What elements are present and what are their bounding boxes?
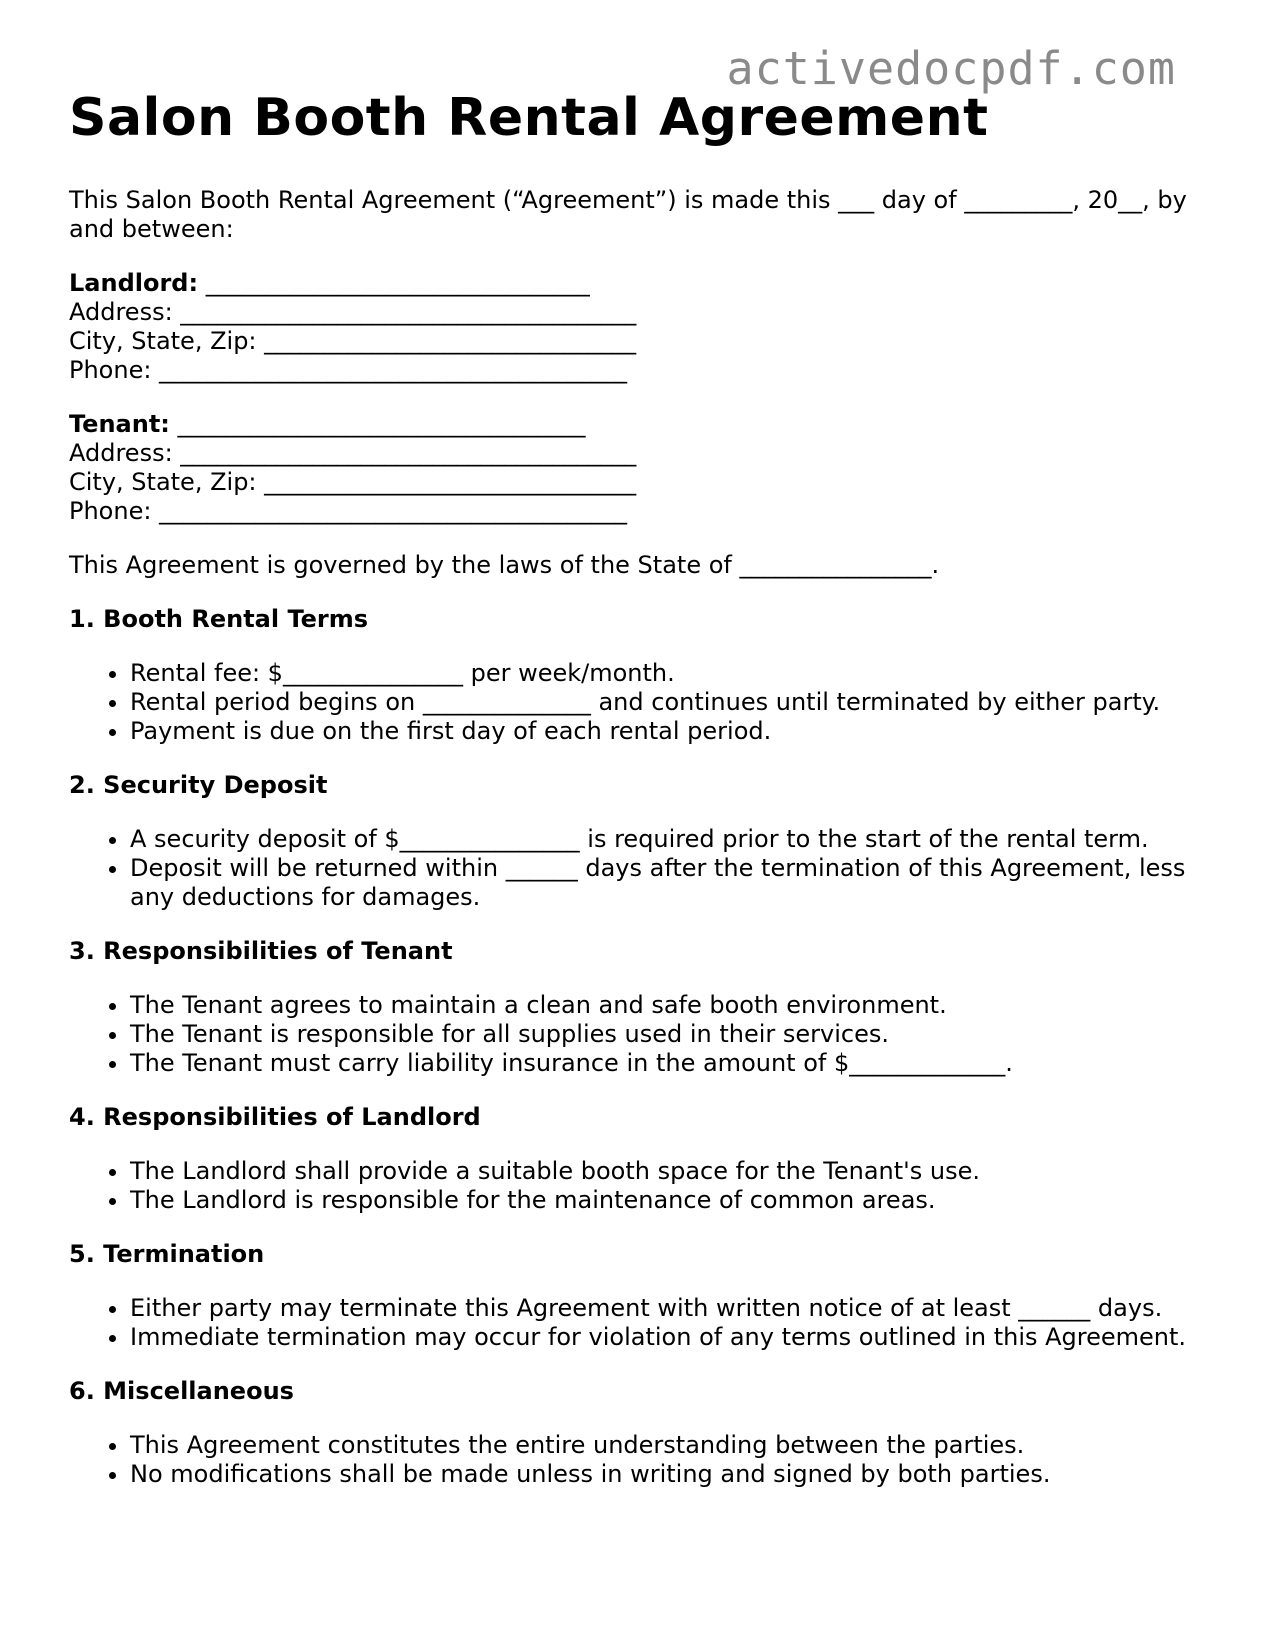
list-item: • The Landlord is responsible for the maintenance of common areas. — [130, 1186, 1199, 1215]
intro-paragraph: This Salon Booth Rental Agreement (“Agreement”) is made this ___ day of _________, 20__, by and between: — [69, 186, 1187, 243]
document-page — [69, 84, 1199, 1489]
section-list — [69, 991, 1199, 1078]
section-list — [69, 1294, 1199, 1352]
list-item: • Rental period begins on ______________ and continues until terminated by either party. — [130, 688, 1199, 717]
list-item: • The Landlord shall provide a suitable booth space for the Tenant's use. — [130, 1157, 1199, 1186]
list-item: • Either party may terminate this Agreement with written notice of at least ______ days. — [130, 1294, 1199, 1323]
section-heading: 4. Responsibilities of Landlord — [69, 1103, 481, 1131]
list-item: • Immediate termination may occur for violation of any terms outlined in this Agreement. — [130, 1323, 1199, 1352]
list-item: • Payment is due on the first day of each rental period. — [130, 717, 1199, 746]
section-list — [69, 825, 1199, 912]
section-list — [69, 1157, 1199, 1215]
tenant-city-field: City, State, Zip: _______________________________ — [69, 468, 637, 496]
document-title: Salon Booth Rental Agreement — [69, 88, 989, 148]
landlord-name-field: ________________________________ — [198, 269, 590, 297]
tenant-phone-field: Phone: _______________________________________ — [69, 497, 628, 525]
tenant-block — [69, 410, 1199, 526]
tenant-name-field: __________________________________ — [169, 410, 586, 438]
list-item: • The Tenant agrees to maintain a clean and safe booth environment. — [130, 991, 1199, 1020]
landlord-address-field: Address: ______________________________________ — [69, 298, 637, 326]
section-list — [69, 1431, 1199, 1489]
landlord-phone-field: Phone: _______________________________________ — [69, 356, 628, 384]
list-item: • Rental fee: $_______________ per week/month. — [130, 659, 1199, 688]
list-item: • Deposit will be returned within ______ days after the termination of this Agreement, less any deductions for damages. — [130, 854, 1199, 912]
landlord-block — [69, 269, 1199, 385]
section-heading: 5. Termination — [69, 1240, 265, 1268]
section-heading: 6. Miscellaneous — [69, 1377, 294, 1405]
list-item: • This Agreement constitutes the entire understanding between the parties. — [130, 1431, 1199, 1460]
governing-law: This Agreement is governed by the laws of the State of ________________. — [69, 551, 940, 579]
landlord-label: Landlord: — [69, 269, 199, 297]
section-heading: 3. Responsibilities of Tenant — [69, 937, 453, 965]
landlord-city-field: City, State, Zip: _______________________________ — [69, 327, 637, 355]
list-item: • The Tenant must carry liability insurance in the amount of $_____________. — [130, 1049, 1199, 1078]
section-heading: 1. Booth Rental Terms — [69, 605, 369, 633]
section-heading: 2. Security Deposit — [69, 771, 328, 799]
tenant-label: Tenant: — [69, 410, 170, 438]
list-item: • No modifications shall be made unless in writing and signed by both parties. — [130, 1460, 1199, 1489]
tenant-address-field: Address: ______________________________________ — [69, 439, 637, 467]
watermark: activedocpdf.com — [726, 42, 1176, 95]
list-item: • A security deposit of $_______________ is required prior to the start of the rental term. — [130, 825, 1199, 854]
section-list — [69, 659, 1199, 746]
list-item: • The Tenant is responsible for all supplies used in their services. — [130, 1020, 1199, 1049]
